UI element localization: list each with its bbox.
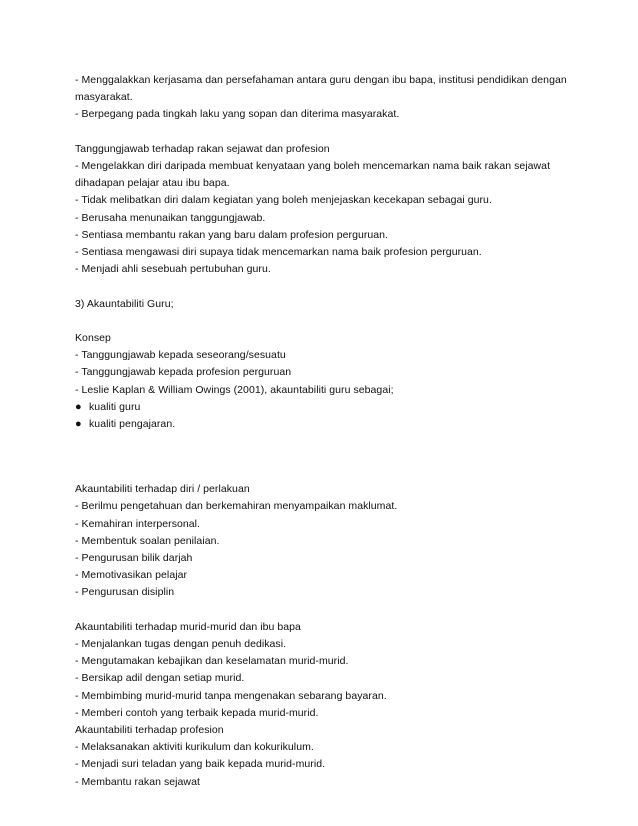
text-line: - Leslie Kaplan & William Owings (2001), akauntabiliti guru sebagai; — [75, 383, 394, 396]
paragraph-spacer — [75, 602, 575, 619]
text-line: - Tanggungjawab kepada seseorang/sesuatu — [75, 349, 286, 362]
text-line: - Kemahiran interpersonal. — [75, 517, 201, 530]
text-line: - Menggalakkan kerjasama dan persefahaman antara guru dengan ibu bapa, institusi pendidikan dengan — [75, 74, 567, 86]
document-page — [75, 72, 575, 791]
text-line: - Berpegang pada tingkah laku yang sopan dan diterima masyarakat. — [75, 108, 400, 121]
text-line: - Membentuk soalan penilaian. — [75, 534, 220, 547]
text-line: - Mengelakkan diri daripada membuat kenyataan yang boleh mencemarkan nama baik rakan sejawat — [75, 160, 551, 172]
text-line: - Berusaha menunaikan tanggungjawab. — [75, 211, 266, 224]
text-line: - Menjadi suri teladan yang baik kepada murid-murid. — [75, 758, 326, 771]
text-line: - Berilmu pengetahuan dan berkemahiran menyampaikan maklumat. — [75, 500, 398, 513]
section-spacer — [75, 433, 575, 481]
text-line: Konsep — [75, 332, 111, 344]
text-line: dihadapan pelajar atau ibu bapa. — [75, 177, 230, 190]
text-line: - Pengurusan bilik darjah — [75, 552, 193, 565]
bullet-icon: ● — [75, 418, 82, 431]
text-line: Akauntabiliti terhadap profesion — [75, 724, 224, 737]
bullet-item — [75, 416, 575, 433]
text-line: Akauntabiliti terhadap diri / perlakuan — [75, 483, 250, 496]
bullet-icon: ● — [75, 400, 82, 413]
text-line: - Memotivasikan pelajar — [75, 569, 188, 582]
bullet-text: kualiti guru — [89, 400, 141, 413]
text-line: - Membantu rakan sejawat — [75, 775, 200, 788]
text-line: - Pengurusan disiplin — [75, 586, 175, 599]
text-line: - Sentiasa membantu rakan yang baru dalam profesion perguruan. — [75, 228, 389, 241]
text-line: - Tidak melibatkan diri dalam kegiatan yang boleh menjejaskan kecekapan sebagai guru. — [75, 194, 492, 207]
text-line: - Sentiasa mengawasi diri supaya tidak mencemarkan nama baik profesion perguruan. — [75, 246, 482, 259]
text-line: - Membimbing murid-murid tanpa mengenakan sebarang bayaran. — [75, 689, 387, 702]
paragraph-spacer — [75, 278, 575, 295]
text-line: - Bersikap adil dengan setiap murid. — [75, 672, 245, 685]
text-line: Akauntabiliti terhadap murid-murid dan ibu bapa — [75, 620, 301, 633]
paragraph-spacer — [75, 124, 575, 141]
bullet-item — [75, 399, 575, 416]
text-line: - Melaksanakan aktiviti kurikulum dan kokurikulum. — [75, 741, 314, 754]
text-line: Tanggungjawab terhadap rakan sejawat dan profesion — [75, 142, 330, 155]
text-line: - Mengutamakan kebajikan dan keselamatan murid-murid. — [75, 655, 349, 668]
text-line: 3) Akauntabiliti Guru; — [75, 297, 174, 310]
text-line: - Menjadi ahli sesebuah pertubuhan guru. — [75, 263, 271, 276]
bullet-text: kualiti pengajaran. — [89, 418, 176, 431]
text-line: masyarakat. — [75, 91, 133, 104]
paragraph-spacer — [75, 313, 575, 330]
text-line: - Memberi contoh yang terbaik kepada murid-murid. — [75, 706, 319, 719]
text-line: - Tanggungjawab kepada profesion perguruan — [75, 366, 292, 379]
text-line: - Menjalankan tugas dengan penuh dedikasi. — [75, 638, 287, 651]
